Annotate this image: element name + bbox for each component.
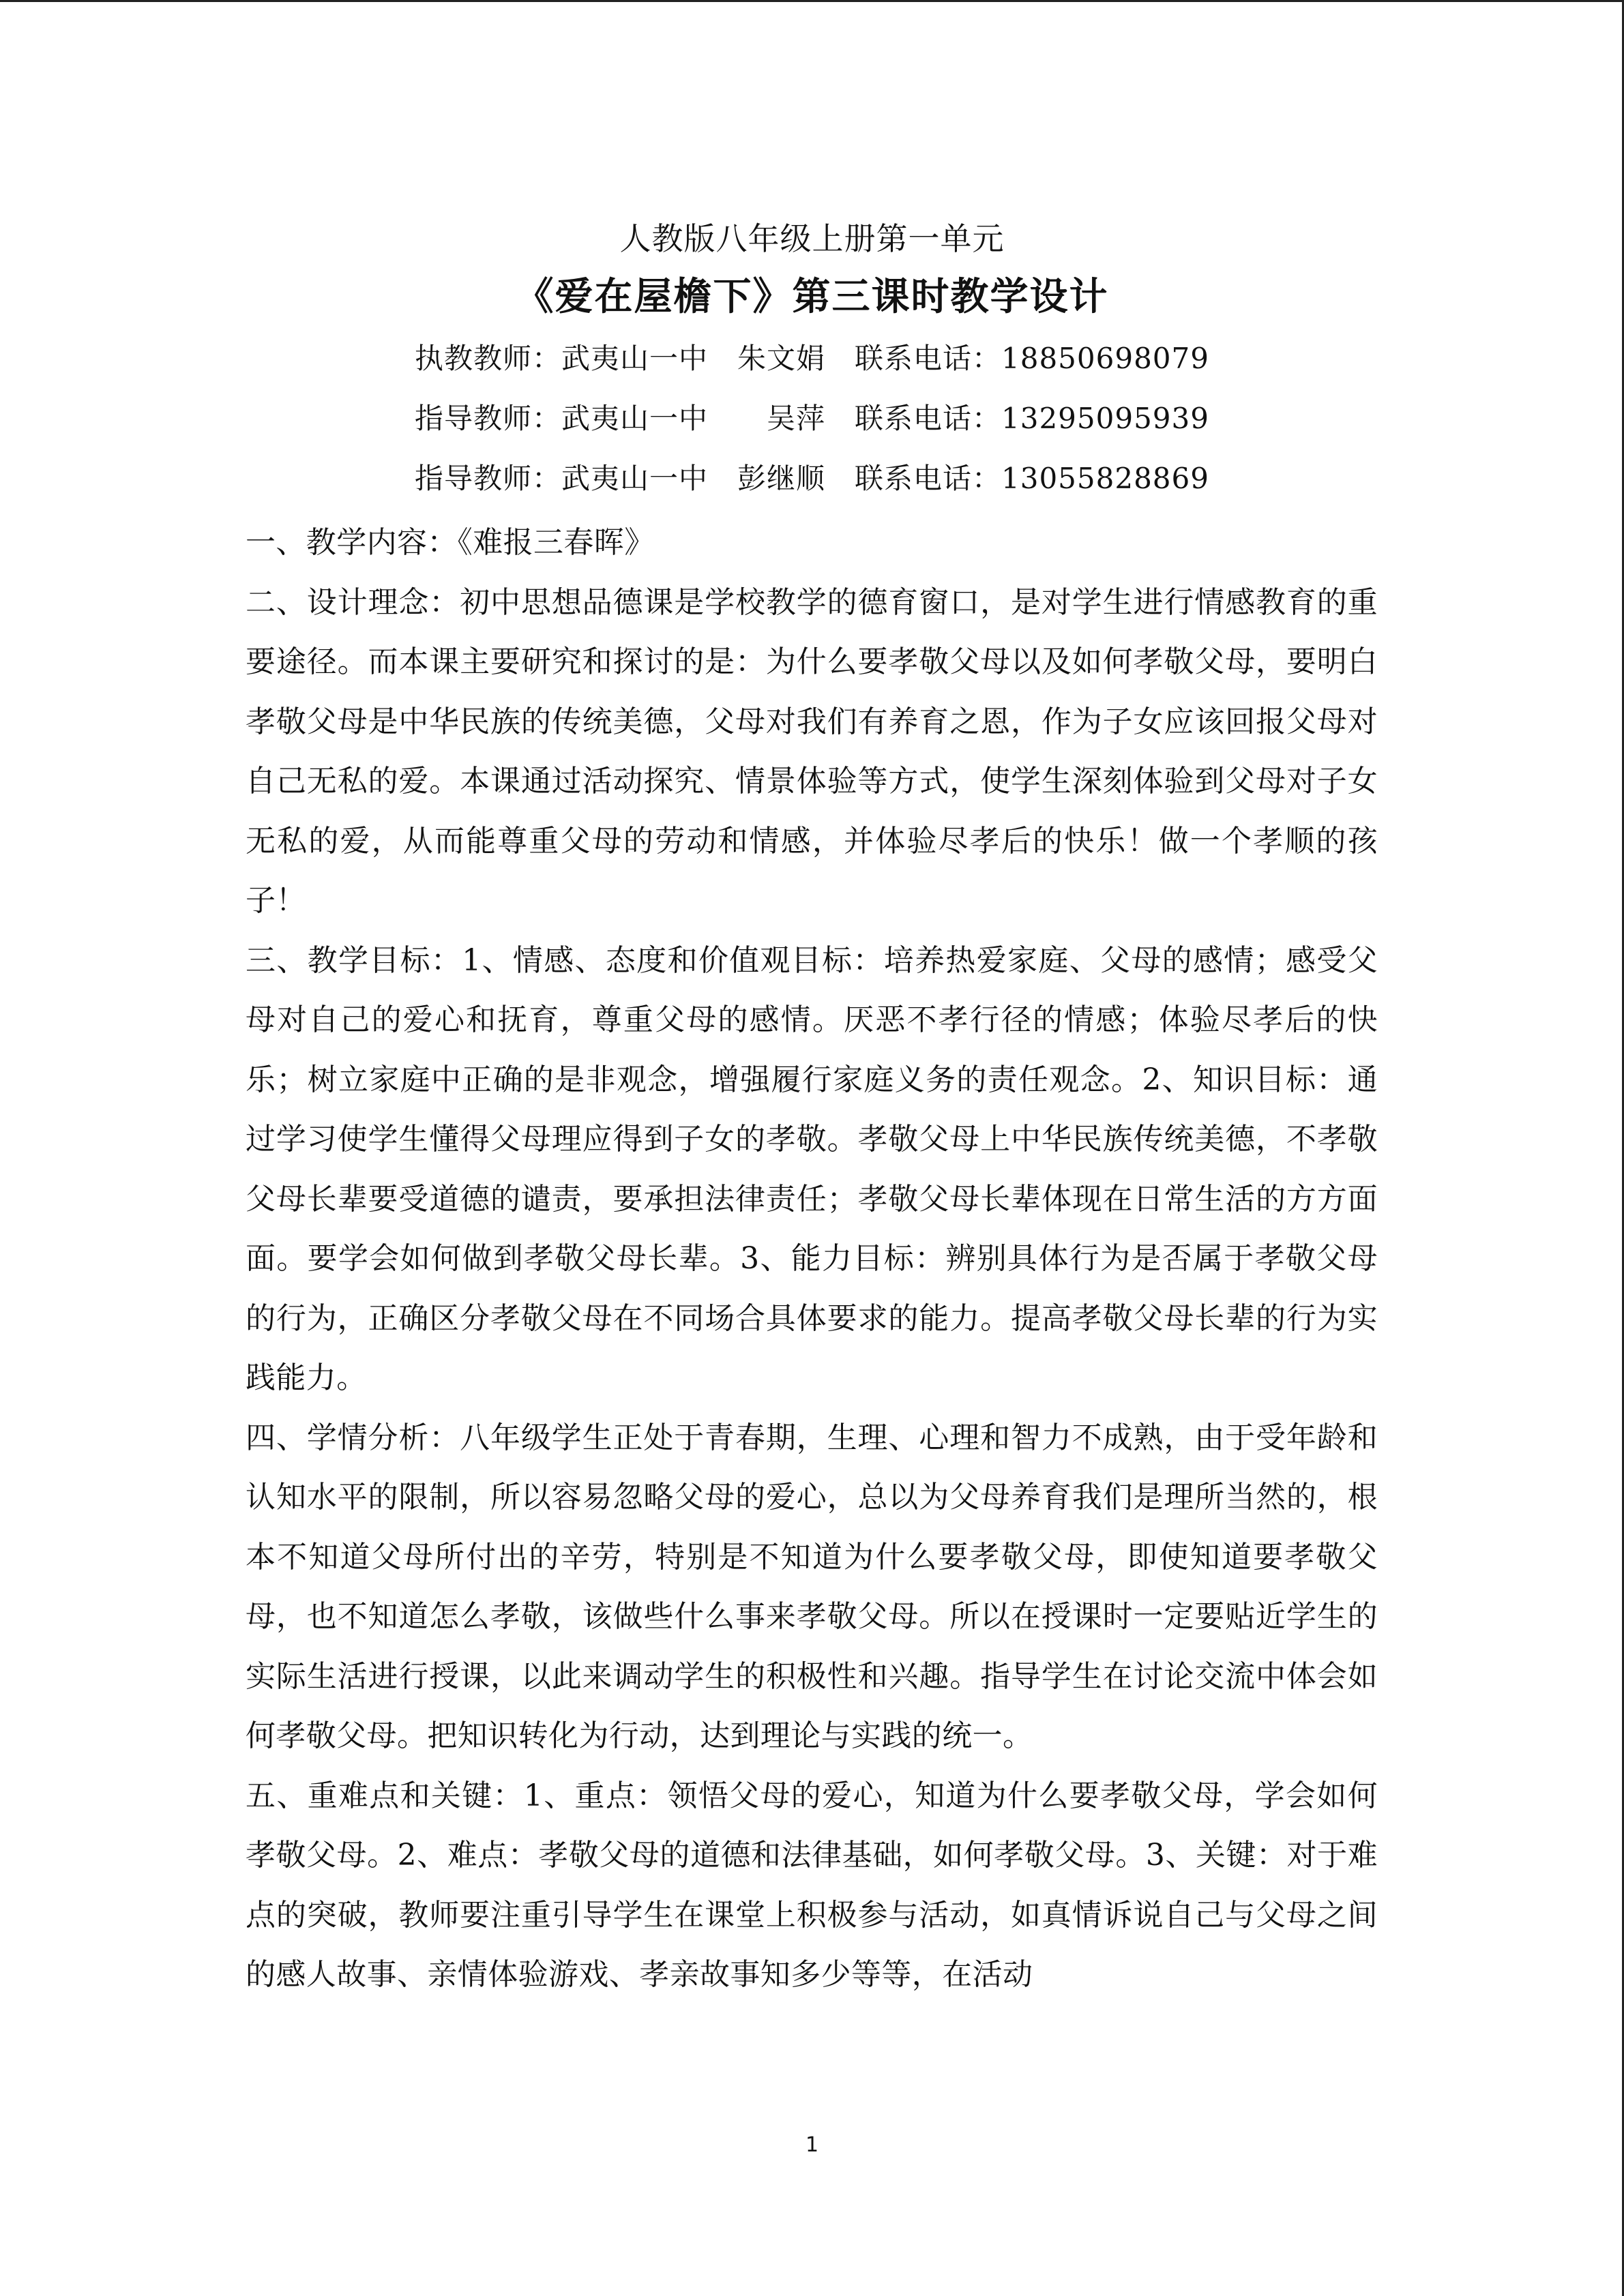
document-title: 《爱在屋檐下》第三课时教学设计 [515,275,1109,319]
document-subtitle: 人教版八年级上册第一单元 [619,220,1005,257]
page-border-top [0,0,1624,2]
document-header [0,211,1624,509]
section-teaching-content: 一、教学内容：《难报三春晖》 [246,525,655,560]
teacher-line-executing: 执教教师：武夷山一中 朱文娟 联系电话：18850698079 [415,342,1209,375]
document-body [246,513,1378,2005]
section-teaching-goals: 三、教学目标：1、情感、态度和价值观目标：培养热爱家庭、父母的感情；感受父母对自己的爱心和抚育，尊重父母的感情。厌恶不孝行径的情感；体验尽孝后的快乐；树立家庭中正确的是非观念，增强履行家庭义务的责任观念。2、知识目标：通过学习使学生懂得父母理应得到子女的孝敬。孝敬父母上中华民族传统美德，不孝敬父母长辈要受道德的谴责，要承担法律责任；孝敬父母长辈体现在日常生活的方方面面。要学会如何做到孝敬父母长辈。3、能力目标：辨别具体行为是否属于孝敬父母的行为，正确区分孝敬父母在不同场合具体要求的能力。提高孝敬父母长辈的行为实践能力。 [246,942,1378,1395]
teacher-line-advisor-2: 指导教师：武夷山一中 彭继顺 联系电话：13055828869 [415,462,1209,495]
section-design-concept: 二、设计理念：初中思想品德课是学校教学的德育窗口，是对学生进行情感教育的重要途径。而本课主要研究和探讨的是：为什么要孝敬父母以及如何孝敬父母，要明白孝敬父母是中华民族的传统美德，父母对我们有养育之恩，作为子女应该回报父母对自己无私的爱。本课通过活动探究、情景体验等方式，使学生深刻体验到父母对子女无私的爱，从而能尊重父母的劳动和情感，并体验尽孝后的快乐！做一个孝顺的孩子！ [246,584,1378,918]
section-key-points: 五、重难点和关键：1、重点：领悟父母的爱心，知道为什么要孝敬父母，学会如何孝敬父母。2、难点：孝敬父母的道德和法律基础，如何孝敬父母。3、关键：对于难点的突破，教师要注重引导学生在课堂上积极参与活动，如真情诉说自己与父母之间的感人故事、亲情体验游戏、孝亲故事知多少等等，在活动 [246,1778,1378,1992]
page-number: 1 [805,2133,819,2157]
teacher-line-advisor-1: 指导教师：武夷山一中 吴萍 联系电话：13295095939 [415,402,1209,435]
section-student-analysis: 四、学情分析：八年级学生正处于青春期，生理、心理和智力不成熟，由于受年龄和认知水平的限制，所以容易忽略父母的爱心，总以为父母养育我们是理所当然的，根本不知道父母所付出的辛劳，特别是不知道为什么要孝敬父母，即使知道要孝敬父母，也不知道怎么孝敬，该做些什么事来孝敬父母。所以在授课时一定要贴近学生的实际生活进行授课，以此来调动学生的积极性和兴趣。指导学生在讨论交流中体会如何孝敬父母。把知识转化为行动，达到理论与实践的统一。 [246,1420,1378,1753]
